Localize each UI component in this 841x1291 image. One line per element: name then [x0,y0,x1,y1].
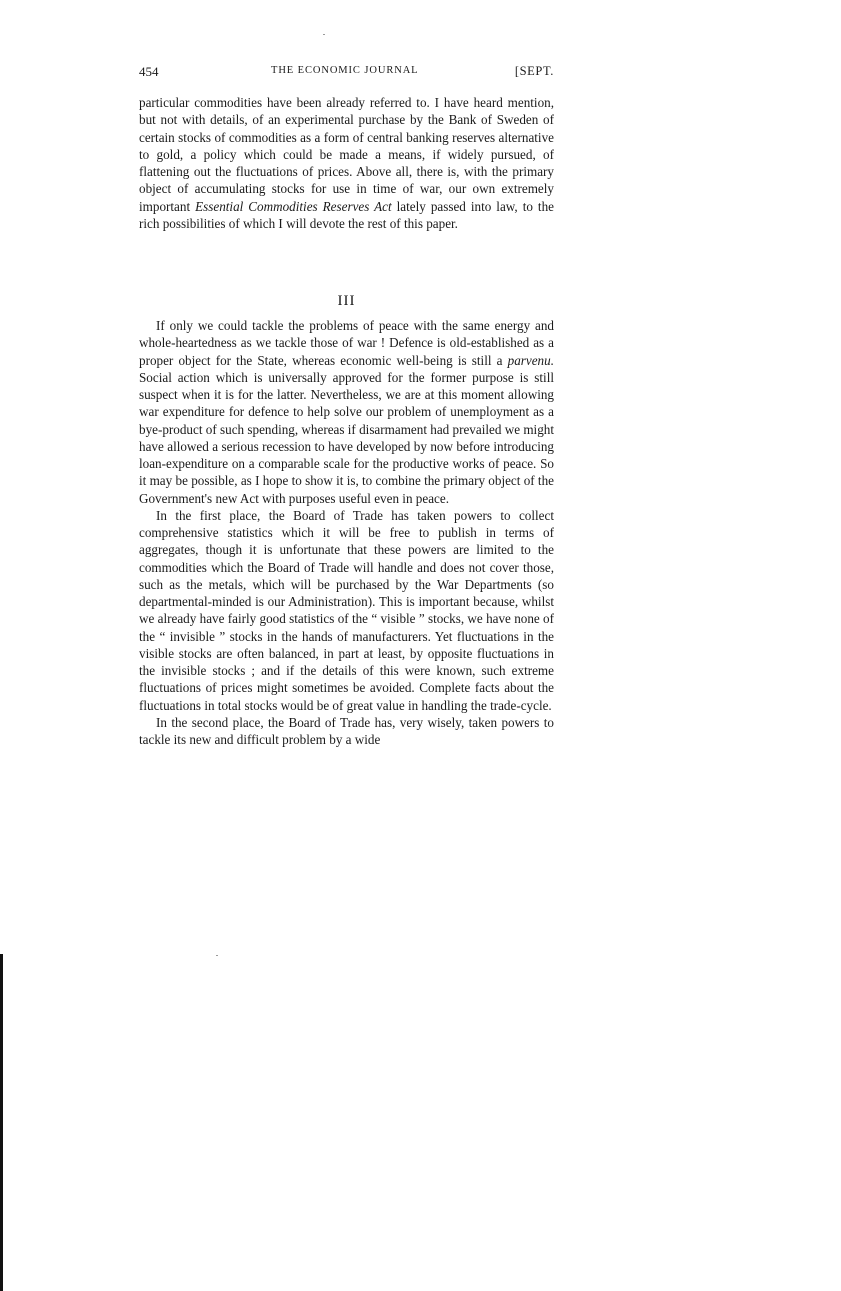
running-header [139,64,554,82]
paragraph-1-text-b: lately passed into law, to the rich possibilities of which I will devote the rest of this paper. [139,198,554,231]
section-heading: III [337,293,356,309]
paragraph-2-italic-word: parvenu. [507,352,554,368]
paragraph-1-act-title: Essential Commodities Reserves Act [195,198,392,214]
scan-edge-border [0,954,3,1291]
paragraph-2-text-b: Social action which is universally approved for the former purpose is still suspect when it is for the latter. Nevertheless, we are at this moment allowing war expenditure for defence to help solve our problem of unemployment as a bye-product of such spending, whereas if disarmament had prevailed we might have allowed a serious recession to have developed by now before introducing loan-expenditure on a comparable scale for the productive works of peace. So it may be possible, as I hope to show it is, to combine the primary object of the Government's new Act with purposes useful even in peace. [139,369,554,506]
page-number: 454 [139,64,159,79]
paragraph-4: In the second place, the Board of Trade has, very wisely, taken powers to tackle its new and difficult problem by a wide [139,714,554,747]
scan-speck [323,34,325,35]
paragraph-continued [139,94,554,232]
paragraph-3: In the first place, the Board of Trade has taken powers to collect comprehensive statistics which it will be free to publish in terms of aggregates, though it is unfortunate that these powers are limited to the commodities which the Board of Trade will handle and does not cover those, such as the metals, which will be purchased by the War Departments (so departmental-minded is our Administration). This is important because, whilst we already have fairly good statistics of the “ visible ” stocks, we have none of the “ invisible ” stocks in the hands of manufacturers. Yet fluctuations in the visible stocks are often balanced, in part at least, by opposite fluctuations in the invisible stocks ; and if the details of this were known, such extreme fluctuations of prices might sometimes be avoided. Complete facts about the fluctuations in total stocks would be of great value in handling the trade-cycle. [139,507,554,713]
scan-speck [216,955,218,956]
paragraph-1-text-a: particular commodities have been already referred to. I have heard mention, but not with details, of an experimental purchase by the Bank of Sweden of certain stocks of commodities as a form of central banking reserves alternative to gold, a policy which could be made a means, if widely pursued, of flattening out the fluctuations of prices. Above all, there is, with the primary object of accumulating stocks for use in time of war, our own extremely important [139,95,554,214]
paragraph-2 [139,317,554,507]
issue-month: [SEPT. [514,64,554,78]
paragraph-2-text-a: If only we could tackle the problems of peace with the same energy and whole-heartedness as we tackle those of war ! Defence is old-established as a proper object for the State, whereas economic well-being is still a [139,318,554,368]
paragraph-1 [139,94,554,232]
section-body [139,317,554,748]
running-title: THE ECONOMIC JOURNAL [271,65,419,76]
